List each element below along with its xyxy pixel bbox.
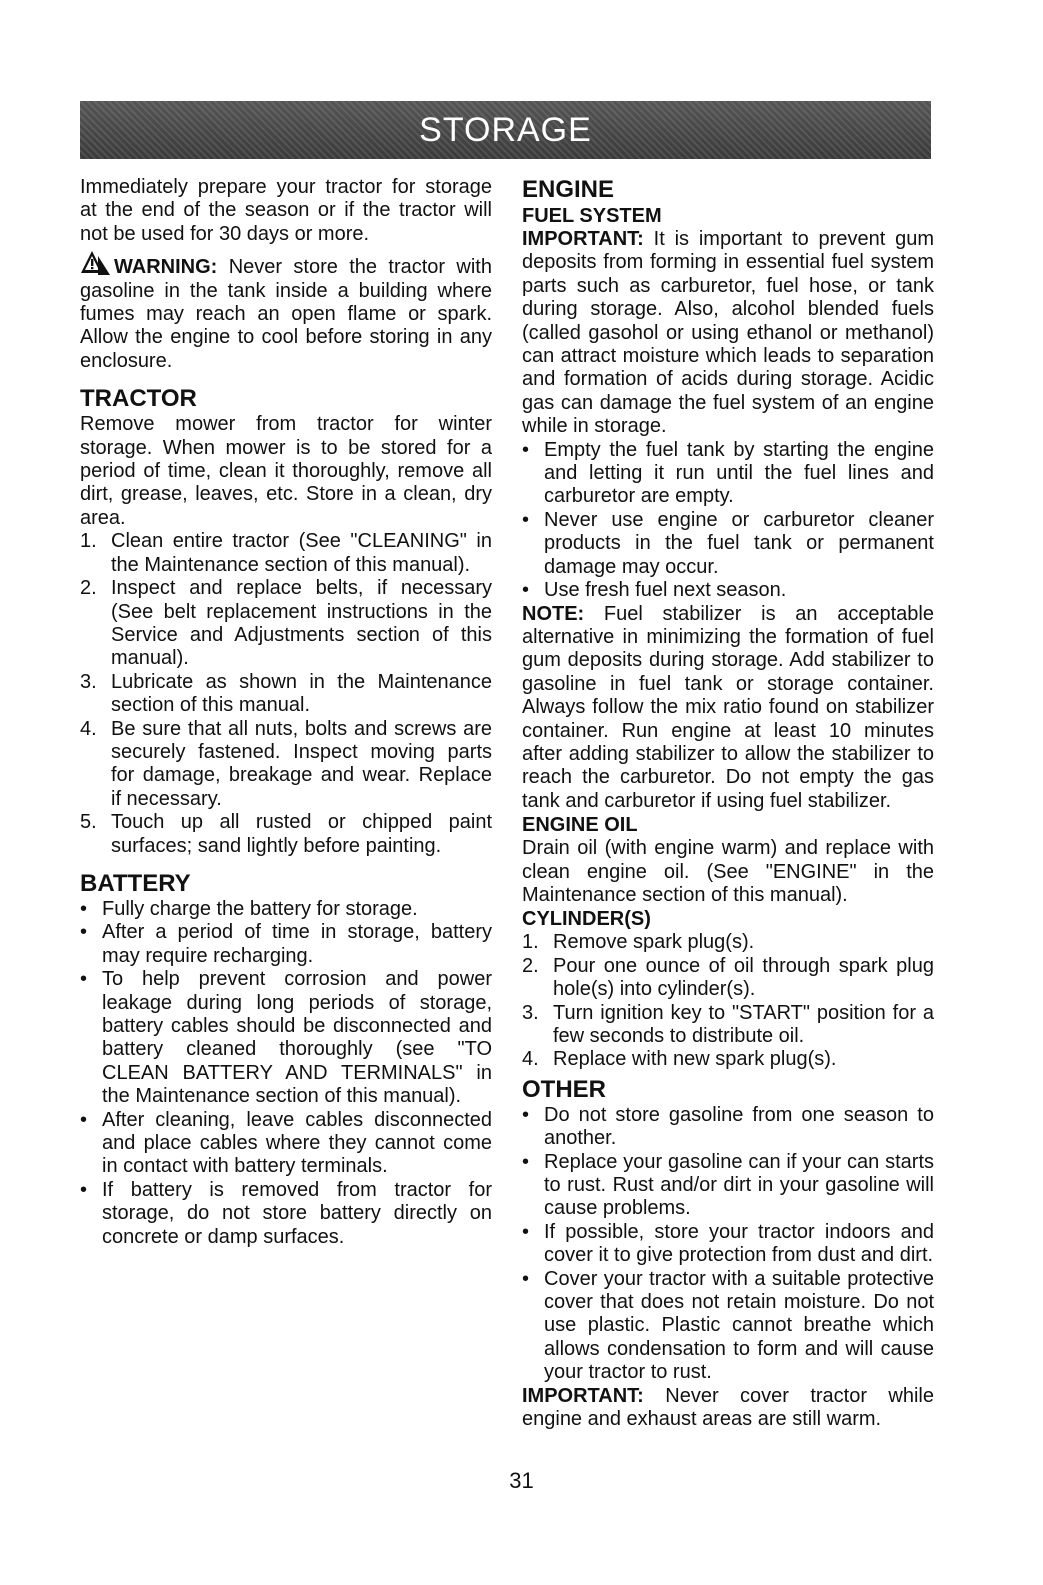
bullet: • <box>80 968 88 991</box>
engine-oil-paragraph: Drain oil (with engine warm) and replace with clean engine oil. (See "ENGINE" in the Maintenance section of this manual). <box>522 837 934 906</box>
step-number: 3. <box>522 1001 539 1024</box>
warning-label: WARNING: <box>114 256 218 279</box>
step-number: 4. <box>522 1048 539 1071</box>
bullet: • <box>522 1150 530 1173</box>
warning-text: Never store the tractor with gasoline in the tank inside a building where fumes may reach an open flame or spark. Allow the engine to cool before storing in any enclosure. <box>80 256 492 372</box>
bullet: • <box>522 579 530 602</box>
item-text: Cover your tractor with a suitable protective cover that does not retain moisture. Do not use plastic. Plastic cannot breathe which allows condensation to form and will cause your tractor to rust. <box>544 1267 934 1384</box>
step-number: 3. <box>80 670 97 693</box>
list-item <box>522 1268 934 1385</box>
fuel-list <box>522 439 934 603</box>
bullet: • <box>80 921 88 944</box>
intro-paragraph: Immediately prepare your tractor for storage at the end of the season or if the tractor will not be used for 30 days or more. <box>80 176 492 245</box>
list-item <box>80 921 492 968</box>
item-text: Replace your gasoline can if your can starts to rust. Rust and/or dirt in your gasoline will cause problems. <box>544 1150 934 1220</box>
note-text: Fuel stabilizer is an acceptable alternative in minimizing the formation of fuel gum deposits during storage. Add stabilizer to gasoline in fuel tank or storage container. Always follow the mix ratio found on stabilizer container. Run engine at least 10 minutes after adding stabilizer to allow the stabilizer to reach the carburetor. Do not empty the gas tank and carburetor if using fuel stabilizer. <box>522 602 934 812</box>
step-text: Lubricate as shown in the Maintenance section of this manual. <box>111 670 492 717</box>
important-text: Never cover tractor while engine and exhaust areas are still warm. <box>522 1384 934 1431</box>
step-text: Inspect and replace belts, if necessary (See belt replacement instructions in the Service and Adjustments section of this manual). <box>111 577 492 670</box>
fuel-system-heading: FUEL SYSTEM <box>522 205 662 227</box>
list-item <box>80 1179 492 1249</box>
tractor-heading: TRACTOR <box>80 385 197 413</box>
list-item <box>522 1048 934 1071</box>
page-number: 31 <box>509 1468 534 1493</box>
important-text: It is important to prevent gum deposits from forming in essential fuel system parts such as carburetor, fuel hose, or tank during storage. Also, alcohol blended fuels (called gasohol or using ethanol or methanol) can attract moisture which leads to separation and formation of acids during storage. Acidic gas can damage the fuel system of an engine while in storage. <box>522 228 934 438</box>
right-column <box>522 176 934 1432</box>
list-item <box>80 577 492 671</box>
warning-paragraph <box>80 250 492 373</box>
step-number: 2. <box>522 954 539 977</box>
cylinder-steps <box>522 931 934 1071</box>
battery-heading: BATTERY <box>80 869 191 897</box>
bullet: • <box>522 508 530 531</box>
other-heading: OTHER <box>522 1075 606 1103</box>
step-text: Clean entire tractor (See "CLEANING" in the Maintenance section of this manual). <box>111 530 492 576</box>
step-text: Replace with new spark plug(s). <box>553 1048 837 1071</box>
page-title: STORAGE <box>419 110 592 149</box>
other-list <box>522 1104 934 1385</box>
important-label: IMPORTANT: <box>522 228 644 250</box>
step-text: Remove spark plug(s). <box>553 931 755 954</box>
bullet: • <box>522 438 530 461</box>
note-paragraph <box>522 603 934 814</box>
step-number: 4. <box>80 717 97 740</box>
list-item <box>522 579 934 602</box>
bullet: • <box>522 1220 530 1243</box>
list-item <box>522 439 934 509</box>
step-number: 1. <box>80 530 97 553</box>
item-text: Do not store gasoline from one season to another. <box>544 1103 934 1150</box>
bullet: • <box>80 897 88 920</box>
tractor-steps <box>80 530 492 858</box>
bullet: • <box>80 1108 88 1131</box>
engine-heading: ENGINE <box>522 176 615 203</box>
item-text: Use fresh fuel next season. <box>544 579 787 602</box>
list-item <box>522 509 934 579</box>
step-text: Pour one ounce of oil through spark plug hole(s) into cylinder(s). <box>553 954 934 1001</box>
list-item <box>522 1002 934 1049</box>
item-text: If battery is removed from tractor for storage, do not store battery directly on concrete or damp surfaces. <box>102 1178 492 1248</box>
important-label: IMPORTANT: <box>522 1384 644 1407</box>
list-item <box>80 811 492 858</box>
list-item <box>80 1109 492 1179</box>
list-item <box>522 955 934 1002</box>
list-item <box>80 718 492 812</box>
step-number: 1. <box>522 931 539 954</box>
warning-triangle-icon <box>80 250 112 276</box>
note-label: NOTE: <box>522 602 585 625</box>
bullet: • <box>80 1178 88 1201</box>
item-text: Never use engine or carburetor cleaner products in the fuel tank or permanent damage may occur. <box>544 508 934 578</box>
list-item <box>80 671 492 718</box>
important-paragraph <box>522 1385 934 1432</box>
step-text: Be sure that all nuts, bolts and screws are securely fastened. Inspect moving parts for damage, breakage and wear. Replace if necessary. <box>111 717 492 810</box>
item-text: To help prevent corrosion and power leakage during long periods of storage, battery cables should be disconnected and battery cleaned thoroughly (see "TO CLEAN BATTERY AND TERMINALS" in the Maintenance section of this manual). <box>102 968 492 1108</box>
bullet: • <box>522 1103 530 1126</box>
section-banner <box>80 101 931 159</box>
cylinders-heading: CYLINDER(S) <box>522 908 651 931</box>
list-item <box>80 968 492 1108</box>
step-text: Turn ignition key to "START" position for a few seconds to distribute oil. <box>553 1001 934 1047</box>
important-paragraph <box>522 228 934 439</box>
list-item <box>522 1151 934 1221</box>
list-item <box>80 530 492 577</box>
step-text: Touch up all rusted or chipped paint surfaces; sand lightly before painting. <box>111 811 492 857</box>
item-text: After a period of time in storage, battery may require recharging. <box>102 921 492 967</box>
bullet: • <box>522 1267 530 1290</box>
list-item <box>522 931 934 954</box>
item-text: If possible, store your tractor indoors and cover it to give protection from dust and dirt. <box>544 1220 934 1267</box>
tractor-paragraph: Remove mower from tractor for winter storage. When mower is to be stored for a period of time, clean it thoroughly, remove all dirt, grease, leaves, etc. Store in a clean, dry area. <box>80 413 492 529</box>
list-item <box>522 1221 934 1268</box>
engine-oil-heading: ENGINE OIL <box>522 814 638 837</box>
item-text: After cleaning, leave cables disconnected and place cables where they cannot come in contact with battery terminals. <box>102 1108 492 1178</box>
step-number: 5. <box>80 811 97 834</box>
list-item <box>80 898 492 921</box>
item-text: Fully charge the battery for storage. <box>102 897 418 920</box>
battery-list <box>80 898 492 1249</box>
step-number: 2. <box>80 577 97 600</box>
item-text: Empty the fuel tank by starting the engine and letting it run until the fuel lines and carburetor are empty. <box>544 438 934 508</box>
list-item <box>522 1104 934 1151</box>
left-column <box>80 176 492 1249</box>
